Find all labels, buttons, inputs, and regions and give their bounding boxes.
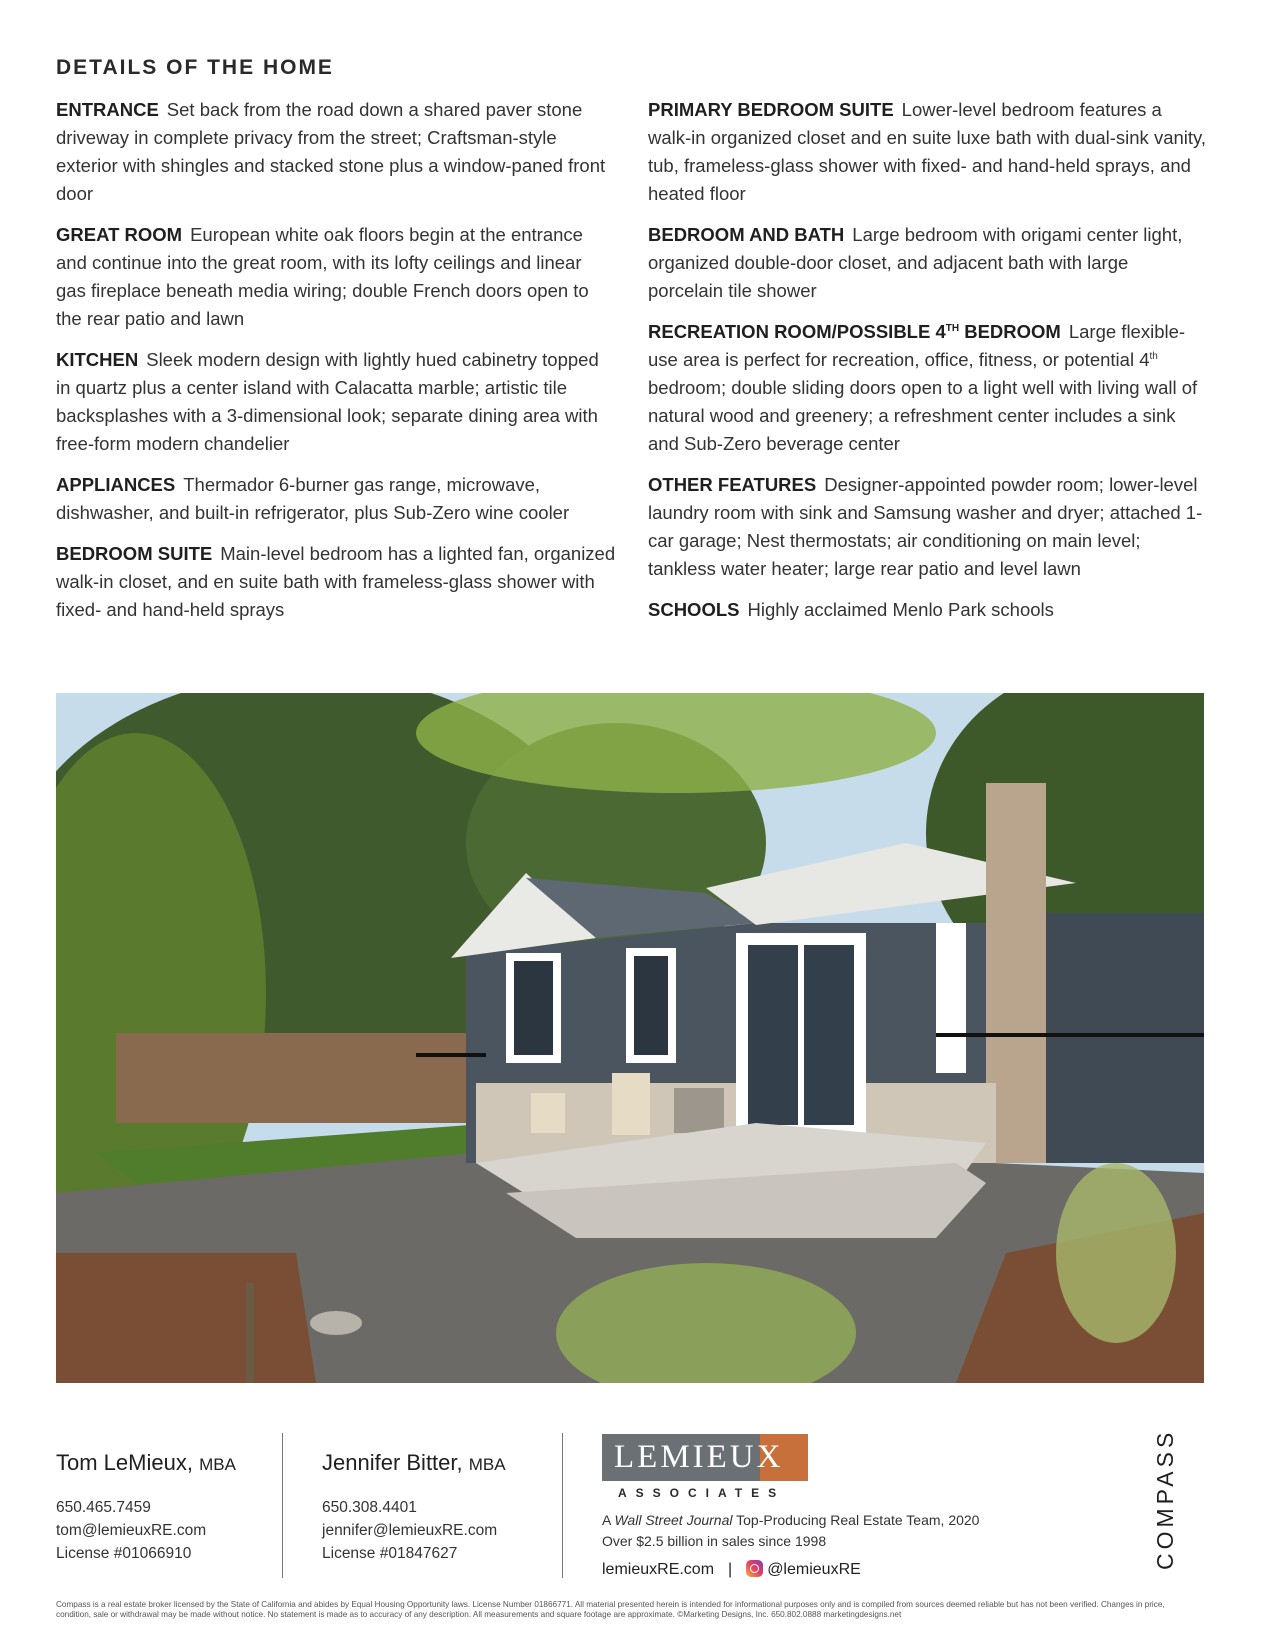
brand-sales-line: Over $2.5 billion in sales since 1998: [602, 1533, 827, 1549]
tagline-part: Top-Producing Real Estate Team, 2020: [736, 1512, 980, 1528]
agent-email[interactable]: tom@lemieuxRE.com: [56, 1522, 207, 1539]
brand-links: [602, 1560, 861, 1579]
detail-label: PRIMARY BEDROOM SUITE: [648, 99, 894, 120]
detail-text: Highly acclaimed Menlo Park schools: [747, 599, 1054, 620]
detail-text: Sleek modern design with lightly hued cabinetry topped in quartz plus a center island with Calacatta marble; artistic tile backsplashes with a 3-dimensional look; separate dining area with free-form modern chandelier: [56, 349, 599, 454]
label-part: BEDROOM: [959, 321, 1061, 342]
agent-contact: [322, 1496, 506, 1565]
home-photo-illustration: [56, 693, 1204, 1383]
tagline-part: A: [602, 1512, 611, 1528]
brand-tagline: [602, 1512, 979, 1528]
detail-text: European white oak floors begin at the entrance and continue into the great room, with its lofty ceilings and linear gas fireplace beneath media wiring; double French doors open to the rear patio and lawn: [56, 224, 589, 329]
detail-text: Thermador 6-burner gas range, microwave, dishwasher, and built-in refrigerator, plus Sub-Zero wine cooler: [56, 474, 570, 523]
compass-logo: COMPASS: [1152, 1428, 1178, 1570]
detail-text: Main-level bedroom has a lighted fan, organized walk-in closet, and en suite bath with frameless-glass shower with fixed- and hand-held sprays: [56, 543, 616, 620]
agent-name-text: Jennifer Bitter,: [322, 1450, 463, 1475]
agent-phone[interactable]: 650.308.4401: [322, 1499, 417, 1516]
agent-email[interactable]: jennifer@lemieuxRE.com: [322, 1522, 498, 1539]
detail-label: GREAT ROOM: [56, 224, 183, 245]
agent-phone[interactable]: 650.465.7459: [56, 1499, 151, 1516]
details-right-column: [648, 96, 1208, 624]
detail-other-features: [648, 471, 1208, 583]
agent-license: License #01847627: [322, 1545, 458, 1562]
detail-appliances: [56, 471, 616, 527]
detail-label: BEDROOM SUITE: [56, 543, 213, 564]
agent-name-text: Tom LeMieux,: [56, 1450, 193, 1475]
instagram-link[interactable]: [746, 1561, 861, 1578]
agent-card-jennifer: [322, 1450, 506, 1565]
website-link[interactable]: lemieuxRE.com: [602, 1561, 715, 1578]
agent-contact: [56, 1496, 236, 1565]
agent-credential: MBA: [199, 1455, 236, 1474]
home-exterior-photo: [56, 693, 1204, 1383]
detail-recreation-room: [648, 318, 1208, 458]
label-sup: TH: [945, 322, 960, 334]
text-sup: th: [1149, 350, 1158, 362]
detail-schools: [648, 596, 1208, 624]
text-part: bedroom; double sliding doors open to a light well with living wall of natural wood and greenery; a refreshment center includes a sink and Sub-Zero beverage center: [648, 377, 1198, 454]
divider: [282, 1433, 283, 1578]
detail-great-room: [56, 221, 616, 333]
divider: [562, 1433, 563, 1578]
detail-text: Large bedroom with origami center light, organized double-door closet, and adjacent bath with large porcelain tile shower: [648, 224, 1183, 301]
instagram-handle: @lemieuxRE: [767, 1561, 861, 1578]
brand-logo-text: LEMIEUX: [614, 1439, 784, 1475]
detail-entrance: [56, 96, 616, 208]
legal-disclaimer: Compass is a real estate broker licensed by the State of California and abides by Equal Housing Opportunity laws. License Number 01866771. All material presented herein is intended for informational purposes only and is compiled from sources deemed reliable but has not been verified. Changes in price, condition, sale or withdrawal may be made without notice. No statement is made as to accuracy of any description. All measurements and square footage are approximate. ©Marketing Designs, Inc. 650.802.0888 marketingdesigns.net: [56, 1600, 1165, 1619]
details-left-column: [56, 96, 616, 624]
page-heading: DETAILS OF THE HOME: [56, 56, 334, 79]
agent-name: [322, 1450, 506, 1476]
detail-primary-bedroom: [648, 96, 1208, 208]
detail-label: SCHOOLS: [648, 599, 740, 620]
detail-kitchen: [56, 346, 616, 458]
detail-label: APPLIANCES: [56, 474, 176, 495]
detail-label: [648, 321, 1061, 342]
brand-logo-subtitle: ASSOCIATES: [618, 1486, 786, 1500]
detail-label: KITCHEN: [56, 349, 139, 370]
detail-bedroom-bath: [648, 221, 1208, 305]
detail-text: Lower-level bedroom features a walk-in organized closet and en suite luxe bath with dual-sink vanity, tub, frameless-glass shower with fixed- and hand-held sprays, and heated floor: [648, 99, 1207, 204]
tagline-publication: Wall Street Journal: [614, 1512, 733, 1528]
link-separator: |: [728, 1561, 733, 1578]
detail-bedroom-suite: [56, 540, 616, 624]
detail-text: Designer-appointed powder room; lower-level laundry room with sink and Samsung washer and dryer; attached 1-car garage; Nest thermostats; air conditioning on main level; tankless water heater; large rear patio and level lawn: [648, 474, 1203, 579]
agent-license: License #01066910: [56, 1545, 192, 1562]
instagram-icon: [746, 1560, 763, 1577]
agent-name: [56, 1450, 236, 1476]
agent-credential: MBA: [468, 1455, 506, 1474]
text-part: Large flexible-use area is perfect for recreation, office, fitness, or potential 4: [648, 321, 1186, 370]
detail-label: BEDROOM AND BATH: [648, 224, 845, 245]
detail-text: Set back from the road down a shared paver stone driveway in complete privacy from the street; Craftsman-style exterior with shingles and stacked stone plus a window-paned front door: [56, 99, 606, 204]
agent-card-tom: [56, 1450, 236, 1565]
label-part: RECREATION ROOM/POSSIBLE 4: [648, 321, 946, 342]
detail-label: OTHER FEATURES: [648, 474, 817, 495]
detail-label: ENTRANCE: [56, 99, 159, 120]
